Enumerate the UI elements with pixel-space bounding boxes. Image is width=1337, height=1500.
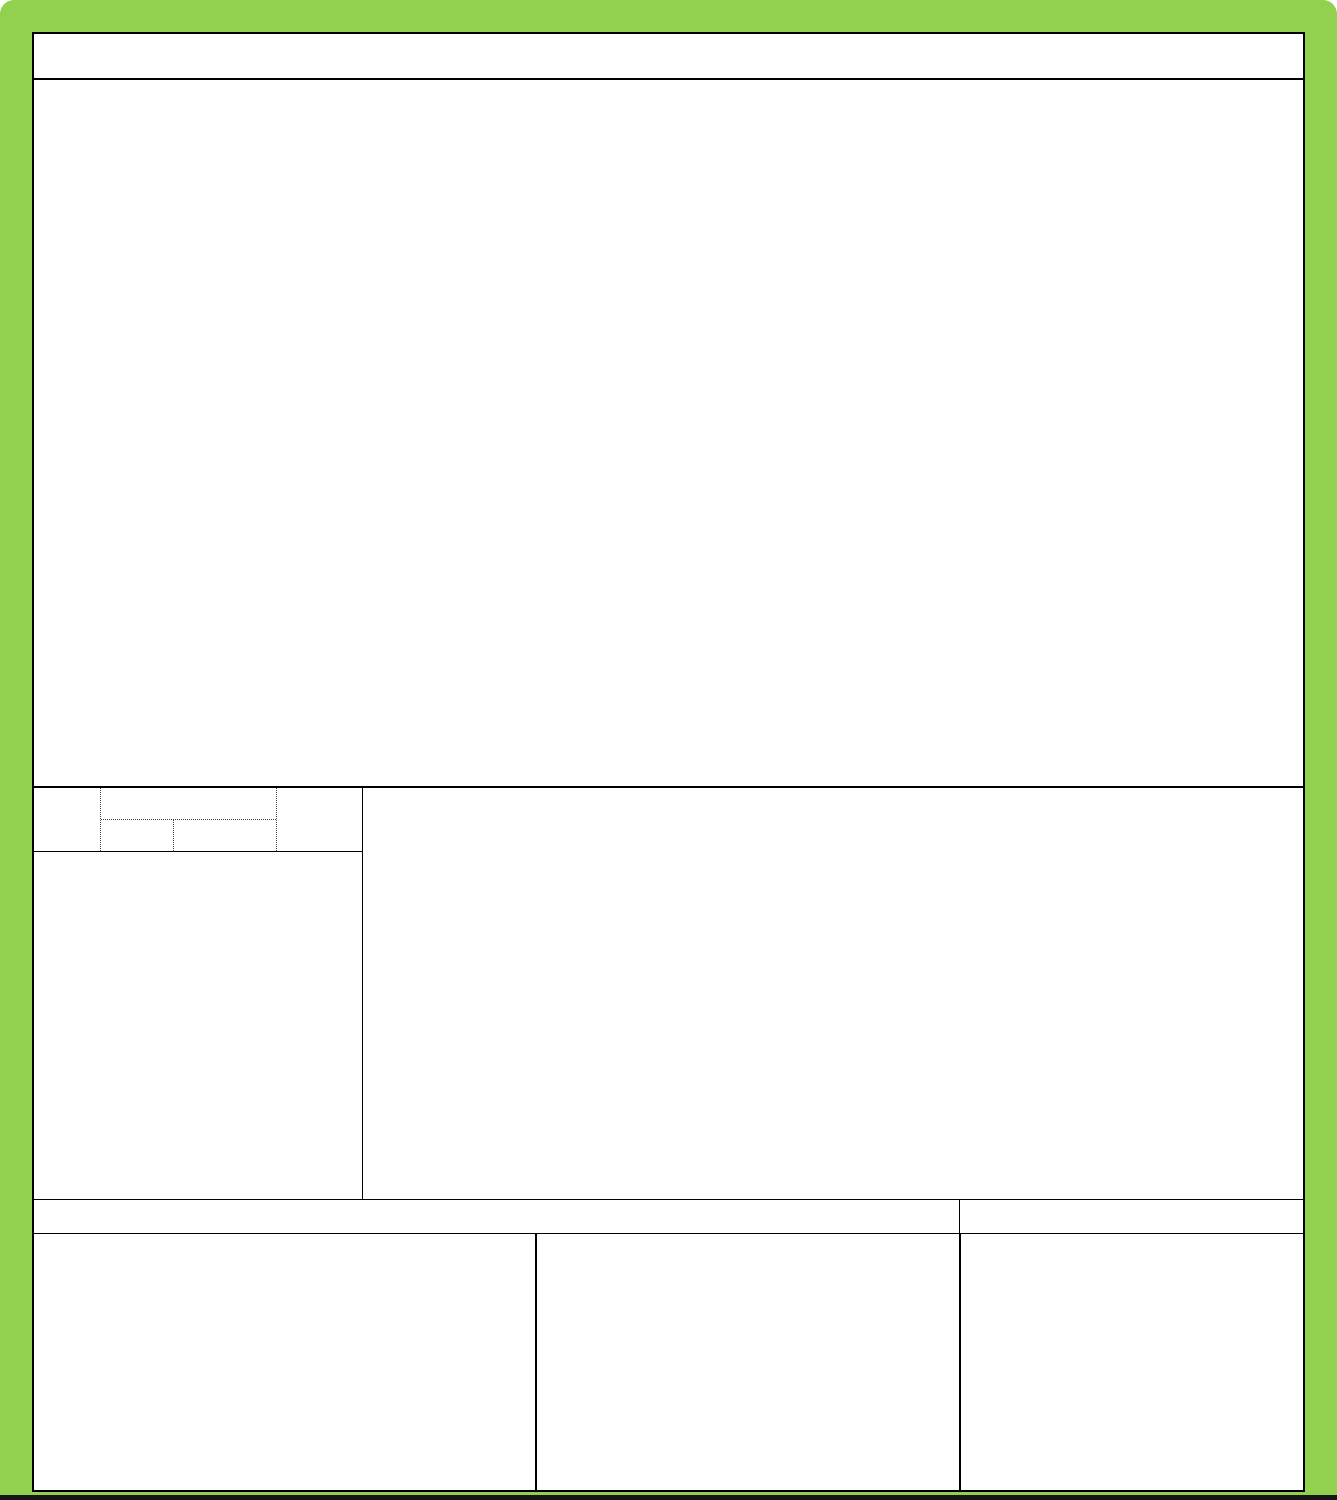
limits-header [960,1200,1303,1233]
zodiac-stats-rows [34,852,362,1199]
stats-section [34,786,1303,1199]
statistics-sheet [32,32,1305,1492]
header-recent-period [277,788,362,851]
zodiac-stats-table [34,788,363,1199]
limits-table [959,1234,1303,1490]
draws-table [34,80,1303,786]
header-counts-group [101,788,277,851]
page-title [34,34,1303,80]
header-zodiac [34,788,101,851]
mapping-section [34,1233,1303,1490]
note-row [34,1199,1303,1233]
header-draw-counts [101,788,276,820]
mapping-table-right [535,1234,959,1490]
header-counts-split [101,820,276,851]
zodiac-stats-header [34,788,362,852]
mapping-table-left [34,1234,535,1490]
mapping-note [34,1200,960,1233]
frequency-table [363,788,1303,1199]
header-after-change [174,820,276,851]
header-before-change [101,820,174,851]
